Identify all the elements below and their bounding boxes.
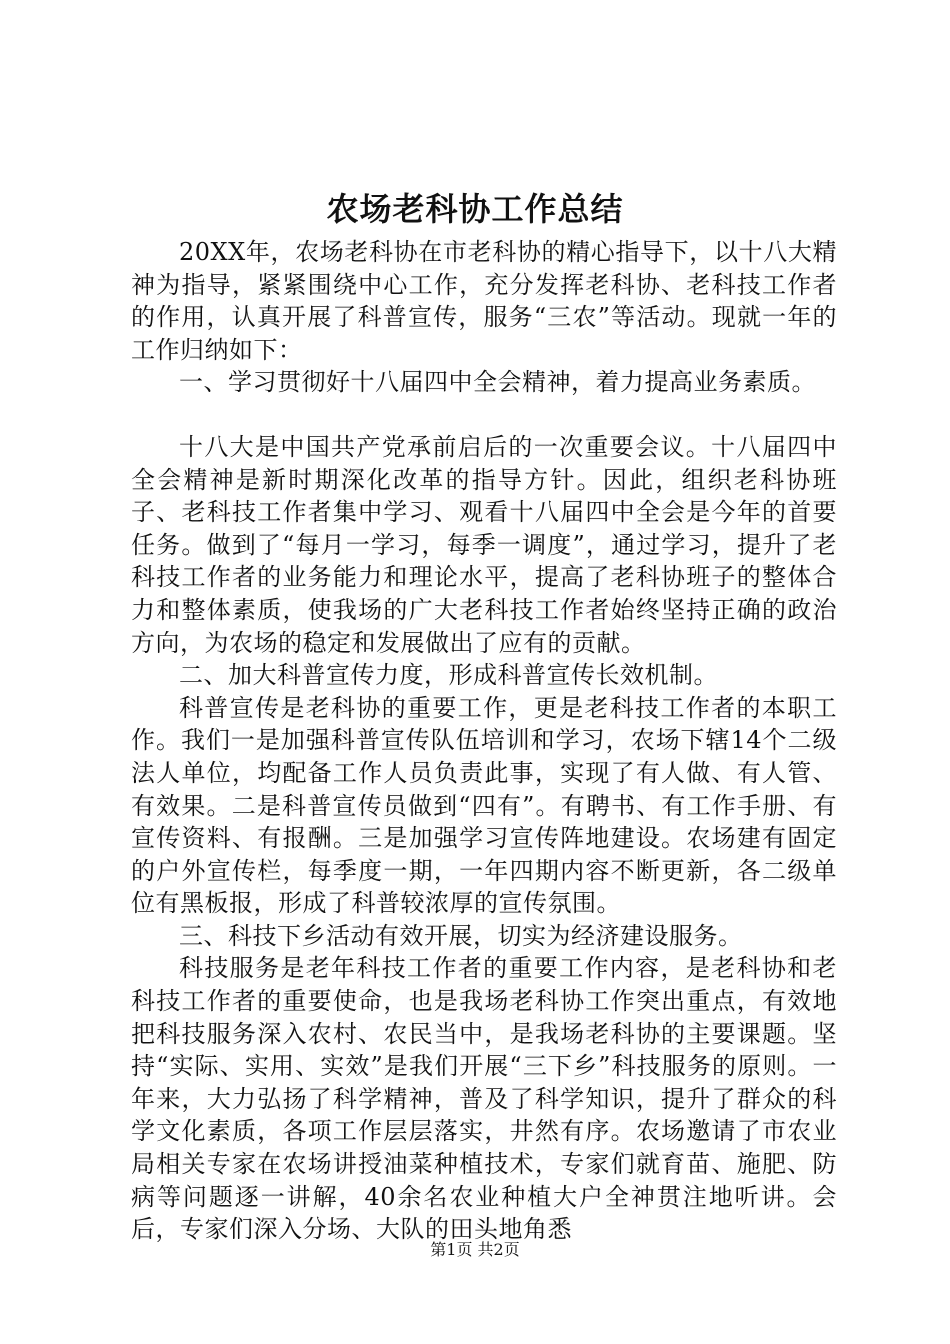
page-number: 第1页 共2页 bbox=[430, 1240, 520, 1259]
paragraph-section-3: 科技服务是老年科技工作者的重要工作内容，是老科协和老科技工作者的重要使命，也是我场老科协工作突出重点，有效地把科技服务深入农村、农民当中，是我场老科协的主要课题。坚持“实际、实用、实效”是我们开展“三下乡”科技服务的原则。一年来，大力弘扬了科学精神，普及了科学知识，提升了群众的科学文化素质，各项工作层层落实，井然有序。农场邀请了市农业局相关专家在农场讲授油菜种植技术，专家们就育苗、施肥、防病等问题逐一讲解，40余名农业种植大户全神贯注地听讲。会后，专家们深入分场、大队的田头地角悉 bbox=[131, 954, 837, 1244]
document-body bbox=[131, 236, 837, 1246]
document-title: 农场老科协工作总结 bbox=[326, 190, 624, 228]
section-heading-2: 二、加大科普宣传力度，形成科普宣传长效机制。 bbox=[179, 661, 718, 690]
section-heading-1: 一、学习贯彻好十八届四中全会精神，着力提高业务素质。 bbox=[179, 368, 816, 397]
section-heading-3: 三、科技下乡活动有效开展，切实为经济建设服务。 bbox=[179, 921, 743, 950]
paragraph-intro: 20XX年，农场老科协在市老科协的精心指导下，以十八大精神为指导，紧紧围绕中心工作，充分发挥老科协、老科技工作者的作用，认真开展了科普宣传，服务“三农”等活动。现就一年的工作归纳如下： bbox=[131, 238, 837, 364]
page-footer bbox=[0, 1240, 950, 1260]
paragraph-section-1: 十八大是中国共产党承前启后的一次重要会议。十八届四中全会精神是新时期深化改革的指导方针。因此，组织老科协班子、老科技工作者集中学习、观看十八届四中全会是今年的首要任务。做到了“每月一学习，每季一调度”，通过学习，提升了老科技工作者的业务能力和理论水平，提高了老科协班子的整体合力和整体素质，使我场的广大老科技工作者始终坚持正确的政治方向，为农场的稳定和发展做出了应有的贡献。 bbox=[131, 432, 837, 657]
paragraph-section-2: 科普宣传是老科协的重要工作，更是老科技工作者的本职工作。我们一是加强科普宣传队伍培训和学习，农场下辖14个二级法人单位，均配备工作人员负责此事，实现了有人做、有人管、有效果。二是科普宣传员做到“四有”。有聘书、有工作手册、有宣传资料、有报酬。三是加强学习宣传阵地建设。农场建有固定的户外宣传栏，每季度一期，一年四期内容不断更新，各二级单位有黑板报，形成了科普较浓厚的宣传氛围。 bbox=[131, 693, 837, 918]
